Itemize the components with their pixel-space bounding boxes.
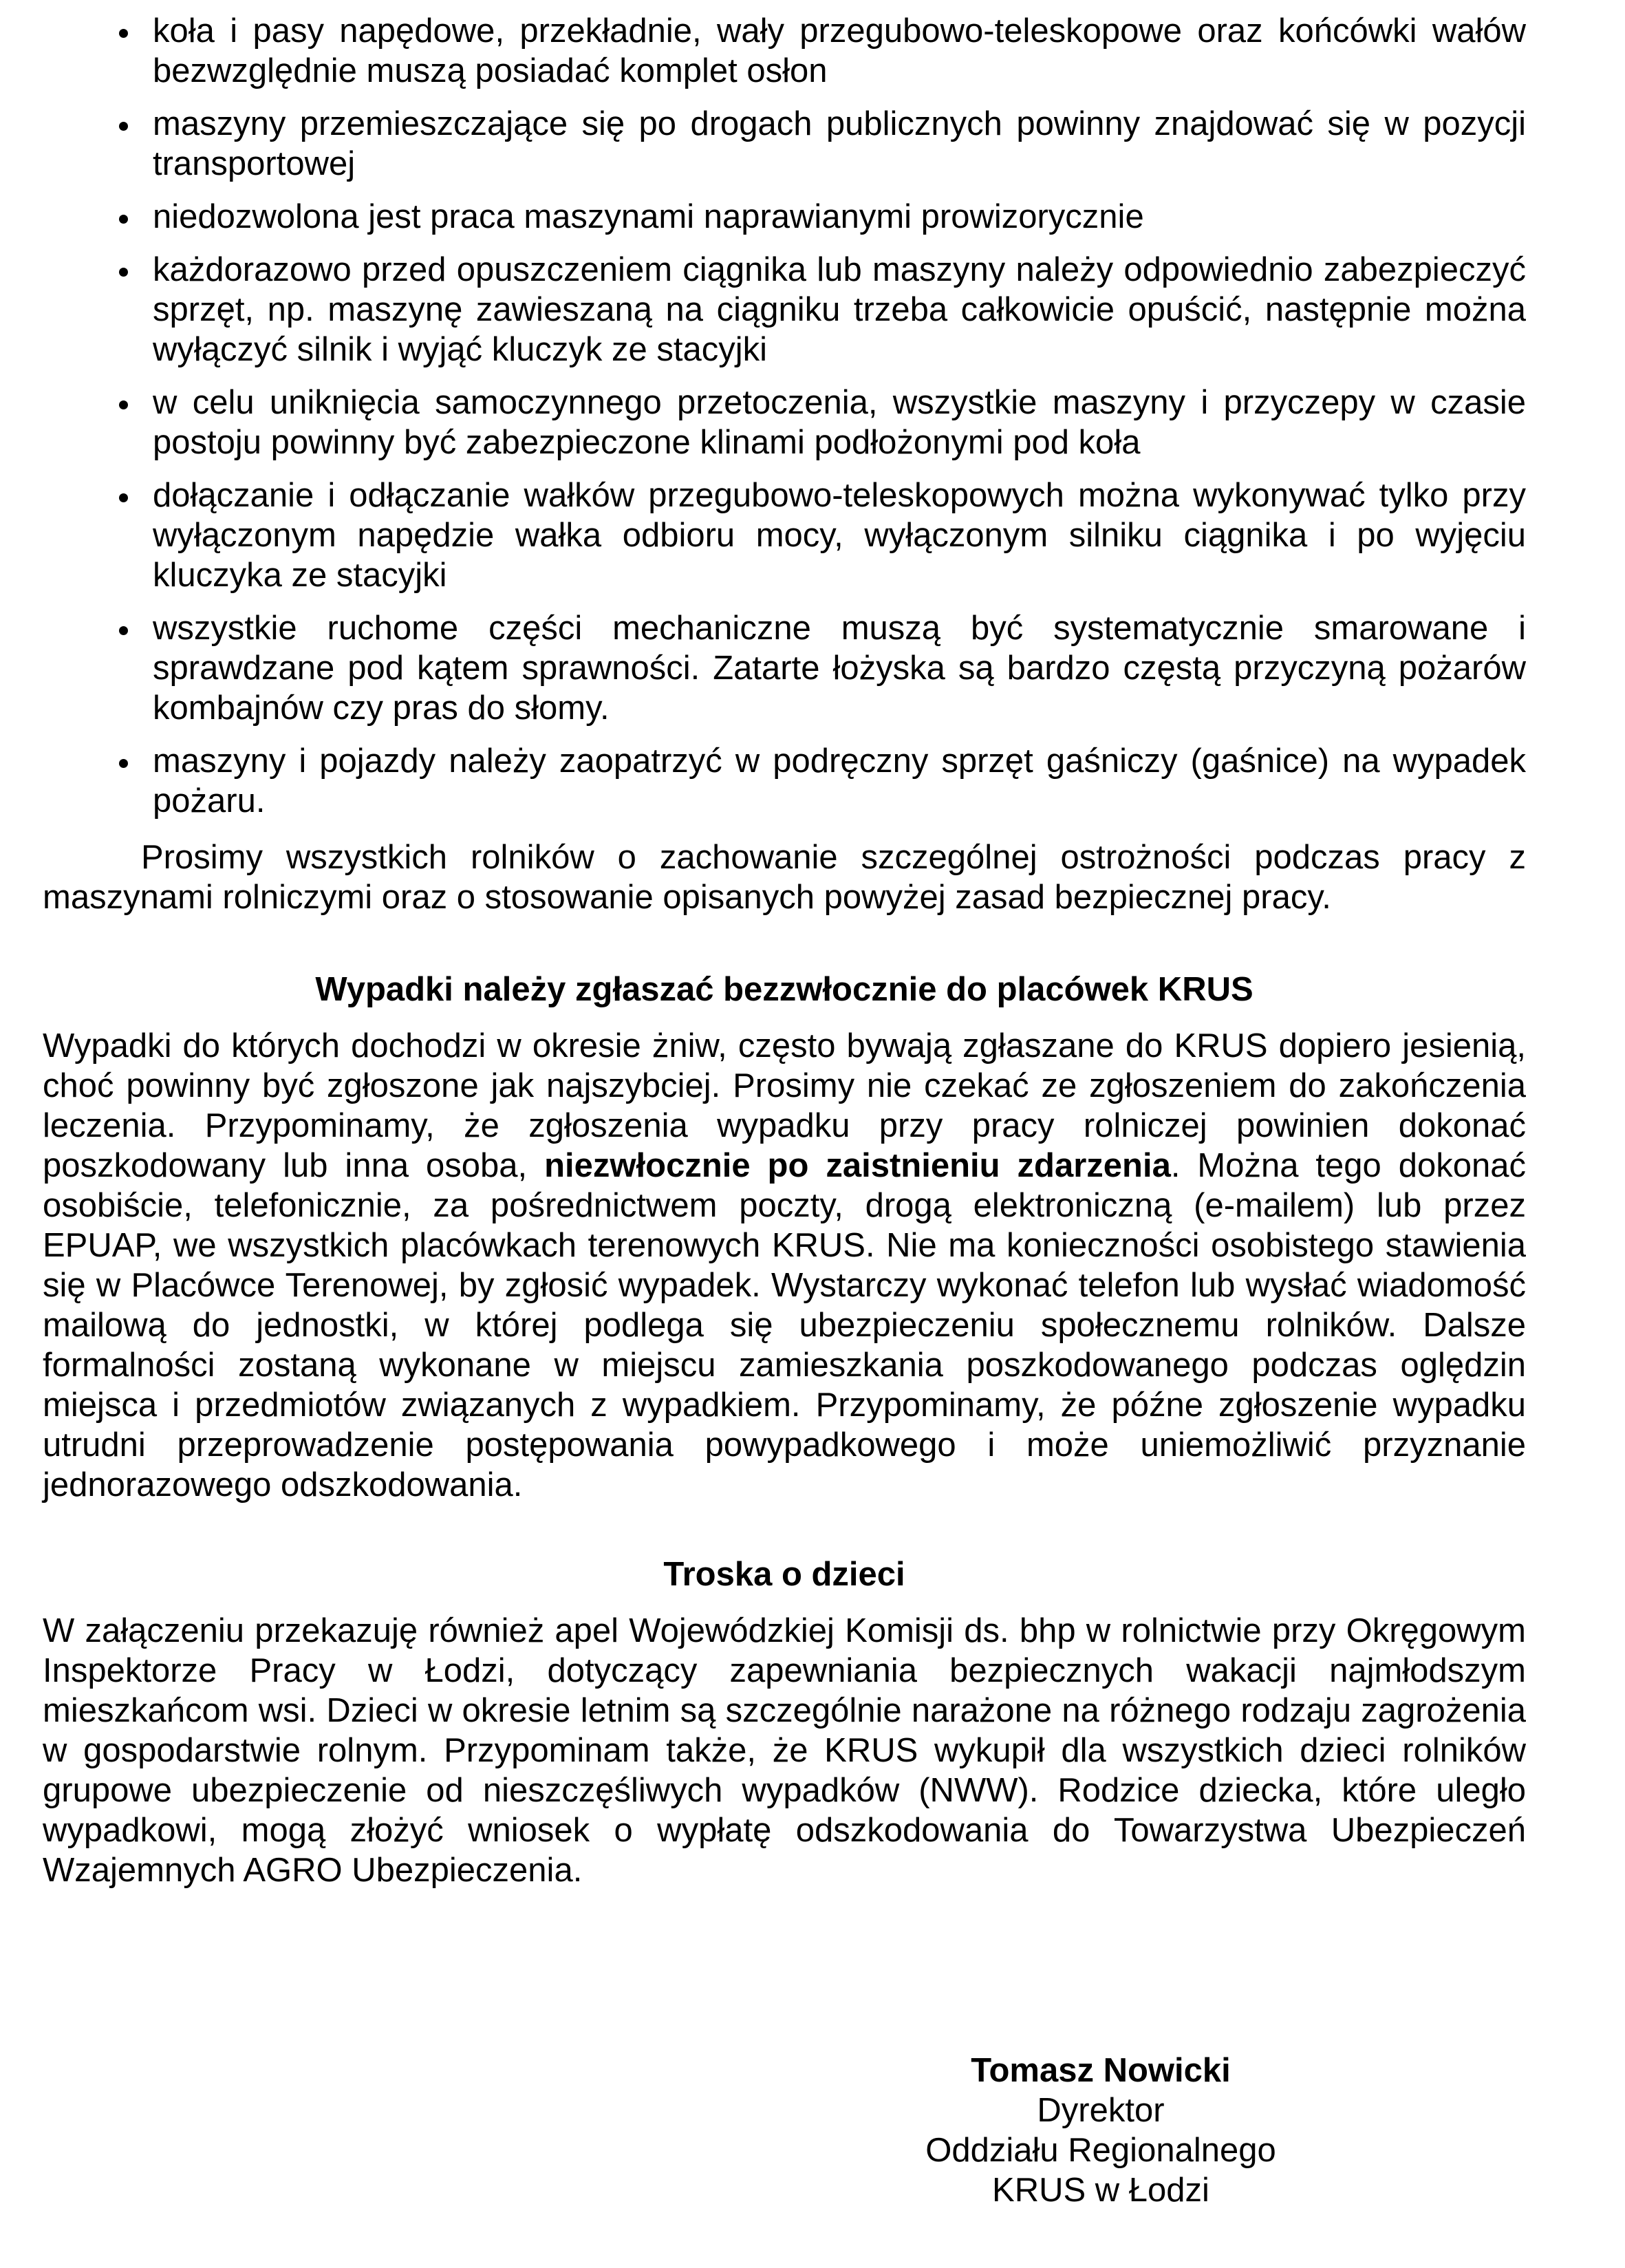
bullet-icon [119, 215, 128, 224]
accidents-heading: Wypadki należy zgłaszać bezzwłocznie do placówek KRUS [315, 971, 1253, 1008]
closing-paragraph: Prosimy wszystkich rolników o zachowanie szczególnej ostrożności podczas pracy z maszynami rolniczymi oraz o stosowanie opisanych powyżej zasad bezpiecznej pracy. [43, 839, 1526, 916]
list-item-text: niedozwolona jest praca maszynami naprawianymi prowizorycznie [153, 198, 1144, 235]
list-item-text: każdorazowo przed opuszczeniem ciągnika lub maszyny należy odpowiednio zabezpieczyć sprzęt, np. maszynę zawieszaną na ciągniku trzeba całkowicie opuścić, następnie można wyłączyć silnik i wyjąć kluczyk ze stacyjki [153, 251, 1526, 368]
list-item [43, 475, 1526, 595]
bullet-icon [119, 493, 128, 502]
bullet-icon [119, 400, 128, 409]
list-item [43, 11, 1526, 91]
list-item-text: koła i pasy napędowe, przekładnie, wały przegubowo-teleskopowe oraz końcówki wałów bezwzględnie muszą posiadać komplet osłon [153, 12, 1526, 89]
safety-rules-list [43, 11, 1526, 821]
list-item [43, 197, 1526, 237]
list-item [43, 608, 1526, 728]
list-item [43, 250, 1526, 370]
bullet-icon [119, 122, 128, 131]
accidents-paragraph [43, 1026, 1526, 1505]
signature-block [894, 2051, 1307, 2210]
bullet-icon [119, 29, 128, 38]
list-item [43, 383, 1526, 462]
children-paragraph: W załączeniu przekazuję również apel Wojewódzkiej Komisji ds. bhp w rolnictwie przy Okręgowym Inspektorze Pracy w Łodzi, dotyczący zapewniania bezpiecznych wakacji najmłodszym mieszkańcom wsi. Dzieci w okresie letnim są szczególnie narażone na różnego rodzaju zagrożenia w gospodarstwie rolnym. Przypominam także, że KRUS wykupił dla wszystkich dzieci rolników grupowe ubezpieczenie od nieszczęśliwych wypadków (NWW). Rodzice dziecka, które uległo wypadkowi, mogą złożyć wniosek o wypłatę odszkodowania do Towarzystwa Ubezpieczeń Wzajemnych AGRO Ubezpieczenia. [43, 1612, 1526, 1889]
accidents-text-part1: Wypadki do których dochodzi w okresie żniw, często bywają zgłaszane do KRUS dopiero jesienią, choć powinny być zgłoszone jak najszybciej. Prosimy nie czekać ze zgłoszeniem do zakończenia leczenia. Przypominamy, że zgłoszenia wypadku przy pracy rolniczej powinien dokonać poszkodowany lub inna osoba, [43, 1027, 1526, 1184]
signatory-org-line: Oddziału Regionalnego [925, 2132, 1276, 2169]
list-item-text: wszystkie ruchome części mechaniczne muszą być systematycznie smarowane i sprawdzane pod kątem sprawności. Zatarte łożyska są bardzo częstą przyczyną pożarów kombajnów czy pras do słomy. [153, 610, 1526, 727]
signatory-name: Tomasz Nowicki [971, 2052, 1231, 2089]
bullet-icon [119, 268, 128, 277]
children-heading: Troska o dzieci [663, 1556, 905, 1593]
signatory-title: Dyrektor [1037, 2092, 1165, 2129]
accidents-text-bold: niezwłocznie po zaistnieniu zdarzenia [544, 1147, 1171, 1184]
list-item-text: maszyny przemieszczające się po drogach publicznych powinny znajdować się w pozycji transportowej [153, 105, 1526, 182]
list-item-text: dołączanie i odłączanie wałków przegubowo-teleskopowych można wykonywać tylko przy wyłączonym napędzie wałka odbioru mocy, wyłączonym silniku ciągnika i po wyjęciu kluczyka ze stacyjki [153, 477, 1526, 594]
document-page [43, 0, 1526, 1890]
list-item-text: maszyny i pojazdy należy zaopatrzyć w podręczny sprzęt gaśniczy (gaśnice) na wypadek pożaru. [153, 742, 1526, 820]
list-item [43, 104, 1526, 184]
accidents-text-part2: . Można tego dokonać osobiście, telefonicznie, za pośrednictwem poczty, drogą elektroniczną (e-mailem) lub przez EPUAP, we wszystkich placówkach terenowych KRUS. Nie ma konieczności osobistego stawienia się w Placówce Terenowej, by zgłosić wypadek. Wystarczy wykonać telefon lub wysłać wiadomość mailową do jednostki, w której podlega się ubezpieczeniu społecznemu rolników. Dalsze formalności zostaną wykonane w miejscu zamieszkania poszkodowanego podczas oględzin miejsca i przedmiotów związanych z wypadkiem. Przypominamy, że późne zgłoszenie wypadku utrudni przeprowadzenie postępowania powypadkowego i może uniemożliwić przyznanie jednorazowego odszkodowania. [43, 1147, 1527, 1504]
bullet-icon [119, 759, 128, 768]
bullet-icon [119, 626, 128, 635]
list-item-text: w celu uniknięcia samoczynnego przetoczenia, wszystkie maszyny i przyczepy w czasie postoju powinny być zabezpieczone klinami podłożonymi pod koła [153, 384, 1526, 461]
signatory-org-line: KRUS w Łodzi [992, 2172, 1209, 2209]
list-item [43, 741, 1526, 821]
